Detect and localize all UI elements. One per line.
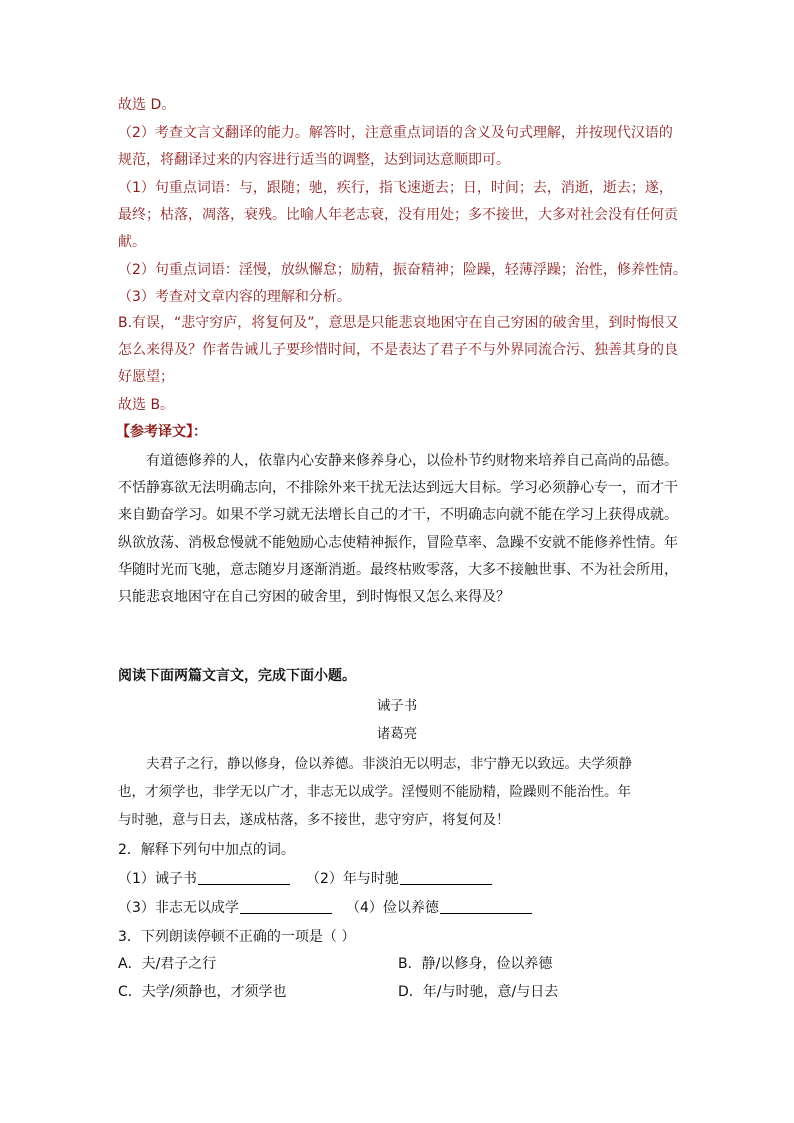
select-b-line: 故选 B。 (118, 397, 175, 413)
translation-line-5: 华随时光而飞驰，意志随岁月逐渐消逝。最终枯败零落，大多不接触世事、不为社会所用， (118, 562, 678, 578)
q2-explain-line-1: （2）考查文言文翻译的能力。解答时，注意重点词语的含义及句式理解，并按现代汉语的 (118, 125, 673, 141)
q2-answer-blank-1[interactable] (198, 870, 290, 885)
q2-answer-blank-4[interactable] (440, 899, 532, 914)
translation-line-3: 来自勤奋学习。如果不学习就无法增长自己的才干，不明确志向就不能在学习上获得成就。 (118, 507, 678, 523)
select-d-line: 故选 D。 (118, 97, 176, 113)
q2-item-4 (346, 899, 532, 917)
q2-explain-line-2: 规范，将翻译过来的内容进行适当的调整，达到词达意顺即可。 (118, 152, 510, 168)
translation-line-4: 纵欲放荡、消极怠慢就不能勉励心志使精神振作，冒险草率、急躁不安就不能修养性情。年 (118, 535, 678, 551)
q3-option-b[interactable]: B．静/以修身，俭以养德 (398, 956, 553, 972)
q2-item-4-label: （4）俭以养德 (346, 900, 439, 916)
option-b-explain-line-1: B.有误，“悲守穷庐，将复何及”，意思是只能悲哀地困守在自己穷困的破舍里，到时悔恨又 (118, 315, 679, 331)
sentence1-line-1: （1）句重点词语：与，跟随；驰，疾行，指飞速逝去；日，时间；去，消逝，逝去；遂， (118, 180, 673, 196)
q2-item-3-label: （3）非志无以成学 (118, 900, 239, 916)
q2-answer-blank-3[interactable] (240, 899, 332, 914)
sentence2-line: （2）句重点词语：淫慢，放纵懈怠；励精，振奋精神；险躁，轻薄浮躁；治性，修养性情。 (118, 262, 687, 278)
sentence1-line-2: 最终；枯落，凋落，衰残。比喻人年老志衰，没有用处；多不接世，大多对社会没有任何贡 (118, 207, 678, 223)
q2-item-2 (306, 870, 492, 888)
q2-stem: 2．解释下列句中加点的词。 (118, 842, 295, 858)
translation-line-1: 有道德修养的人，依靠内心安静来修养身心，以俭朴节约财物来培养自己高尚的品德。 (146, 453, 678, 469)
q3-option-a[interactable]: A．夫/君子之行 (118, 956, 217, 972)
q2-answer-blank-2[interactable] (400, 870, 492, 885)
passage-line-3: 与时驰，意与日去，遂成枯落，多不接世，悲守穷庐，将复何及！ (118, 812, 510, 828)
reference-translation-label: 【参考译文】： (116, 424, 207, 440)
q3-explain-line: （3）考查对文章内容的理解和分析。 (118, 289, 351, 305)
sentence1-line-3: 献。 (118, 234, 146, 250)
q2-item-1-label: （1）诫子书 (118, 871, 197, 887)
option-b-explain-line-2: 怎么来得及？作者告诫儿子要珍惜时间，不是表达了君子不与外界同流合污、独善其身的良 (118, 342, 678, 358)
q3-stem: 3．下列朗读停顿不正确的一项是（ ） (118, 929, 356, 945)
reading-instruction: 阅读下面两篇文言文，完成下面小题。 (118, 668, 356, 684)
passage-title: 诫子书 (376, 698, 418, 714)
q2-item-2-label: （2）年与时驰 (306, 871, 399, 887)
passage-line-2: 也，才须学也，非学无以广才，非志无以成学。淫慢则不能励精，险躁则不能治性。年 (118, 784, 631, 800)
q2-item-3 (118, 899, 332, 917)
passage-author: 诸葛亮 (376, 726, 418, 742)
translation-line-2: 不恬静寡欲无法明确志向，不排除外来干扰无法达到远大目标。学习必须静心专一，而才干 (118, 480, 678, 496)
q3-option-c[interactable]: C．夫学/须静也，才须学也 (118, 984, 287, 1000)
passage-line-1: 夫君子之行，静以修身，俭以养德。非淡泊无以明志，非宁静无以致远。夫学须静 (146, 756, 632, 772)
q3-option-d[interactable]: D．年/与时驰，意/与日去 (398, 984, 559, 1000)
option-b-explain-line-3: 好愿望； (118, 369, 174, 385)
q2-item-1 (118, 870, 290, 888)
translation-line-6: 只能悲哀地困守在自己穷困的破舍里，到时悔恨又怎么来得及？ (118, 589, 510, 605)
